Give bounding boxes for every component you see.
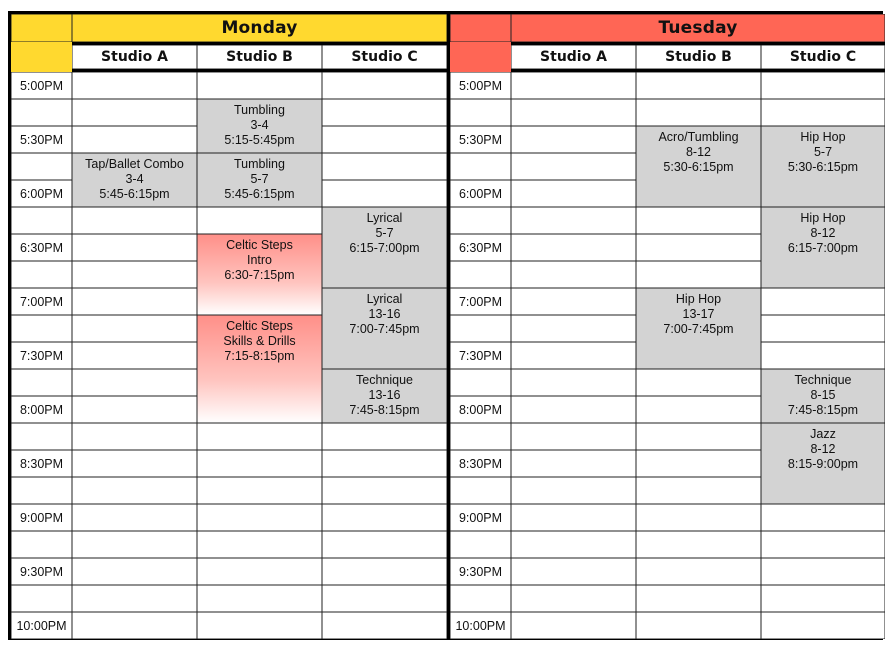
empty-slot [197, 477, 322, 504]
time-label: 6:00PM [19, 186, 64, 201]
time-slot-label [450, 504, 511, 531]
class-block[interactable] [322, 288, 447, 369]
empty-slot [322, 72, 447, 99]
class-ages: 5-7 [813, 145, 833, 159]
monday-title [72, 14, 447, 42]
empty-slot [72, 585, 197, 612]
tuesday-studio-c-header [761, 45, 885, 69]
time-slot-label [450, 126, 511, 153]
time-slot-label [450, 342, 511, 369]
empty-slot [197, 423, 322, 450]
class-time: 7:45-8:15pm [787, 403, 859, 417]
empty-slot [761, 99, 885, 126]
empty-slot [322, 423, 447, 450]
studio-label: Studio A [101, 49, 168, 65]
time-slot-label [11, 612, 72, 639]
time-label: 9:00PM [458, 510, 503, 525]
studio-label: Studio B [226, 49, 293, 65]
class-block[interactable] [197, 153, 322, 207]
empty-slot [511, 612, 636, 639]
empty-slot [511, 315, 636, 342]
time-slot-label [11, 288, 72, 315]
empty-slot [636, 369, 761, 396]
schedule-grid [11, 14, 880, 637]
time-slot-label [11, 585, 72, 612]
class-block[interactable] [197, 234, 322, 315]
class-time: 5:45-6:15pm [224, 187, 295, 201]
empty-slot [322, 531, 447, 558]
class-block[interactable] [636, 126, 761, 207]
studio-label: Studio C [789, 49, 857, 65]
time-label: 5:00PM [458, 78, 503, 93]
class-time: 5:15-5:45pm [224, 133, 295, 147]
empty-slot [322, 477, 447, 504]
tuesday-corner-lower [450, 42, 511, 72]
class-ages: 8-12 [685, 145, 712, 159]
day-title-label: Monday [221, 18, 298, 38]
class-ages: 3-4 [250, 118, 269, 132]
empty-slot [511, 477, 636, 504]
empty-slot [636, 612, 761, 639]
class-block[interactable] [197, 99, 322, 153]
empty-slot [322, 180, 447, 207]
class-block[interactable] [636, 288, 761, 369]
time-label: 8:00PM [458, 402, 503, 417]
time-slot-label [11, 180, 72, 207]
class-name: Technique [794, 373, 852, 387]
class-ages: 13-16 [368, 307, 401, 321]
empty-slot [511, 504, 636, 531]
empty-slot [197, 612, 322, 639]
time-slot-label [11, 531, 72, 558]
class-ages: 8-12 [810, 442, 836, 456]
empty-slot [511, 423, 636, 450]
class-time: 5:30-6:15pm [663, 160, 734, 174]
class-block[interactable] [322, 207, 447, 288]
time-slot-label [11, 450, 72, 477]
time-slot-label [450, 558, 511, 585]
class-ages: Intro [246, 253, 272, 267]
time-slot-label [450, 180, 511, 207]
class-time: 5:30-6:15pm [787, 160, 859, 174]
time-slot-label [11, 153, 72, 180]
empty-slot [636, 423, 761, 450]
empty-slot [72, 369, 197, 396]
empty-slot [511, 180, 636, 207]
time-slot-label [11, 207, 72, 234]
class-block[interactable] [322, 369, 447, 423]
class-name: Celtic Steps [226, 238, 293, 252]
empty-slot [72, 396, 197, 423]
empty-slot [511, 288, 636, 315]
class-block[interactable] [761, 126, 885, 207]
time-slot-label [11, 369, 72, 396]
time-label: 6:00PM [458, 186, 503, 201]
class-ages: 5-7 [375, 226, 394, 240]
time-slot-label [450, 72, 511, 99]
empty-slot [72, 288, 197, 315]
time-slot-label [450, 369, 511, 396]
time-slot-label [11, 342, 72, 369]
time-slot-label [11, 261, 72, 288]
class-name: Tumbling [234, 103, 285, 117]
empty-slot [636, 99, 761, 126]
monday-studio-a-header [72, 45, 197, 69]
class-ages: Skills & Drills [223, 334, 296, 348]
studio-label: Studio A [540, 49, 607, 65]
empty-slot [636, 558, 761, 585]
class-time: 6:30-7:15pm [224, 268, 295, 282]
class-name: Lyrical [366, 211, 403, 225]
empty-slot [322, 126, 447, 153]
time-label: 9:30PM [458, 564, 503, 579]
empty-slot [72, 99, 197, 126]
class-name: Technique [356, 373, 413, 387]
class-name: Lyrical [366, 292, 403, 306]
tuesday-title [511, 14, 885, 42]
class-time: 7:15-8:15pm [224, 349, 295, 363]
empty-slot [761, 72, 885, 99]
empty-slot [761, 315, 885, 342]
empty-slot [511, 558, 636, 585]
empty-slot [636, 504, 761, 531]
empty-slot [761, 558, 885, 585]
class-time: 7:45-8:15pm [349, 403, 420, 417]
time-label: 9:00PM [19, 510, 64, 525]
time-slot-label [450, 207, 511, 234]
empty-slot [72, 315, 197, 342]
time-slot-label [11, 396, 72, 423]
empty-slot [511, 234, 636, 261]
time-slot-label [450, 315, 511, 342]
empty-slot [511, 450, 636, 477]
empty-slot [636, 234, 761, 261]
time-slot-label [450, 423, 511, 450]
class-block[interactable] [761, 369, 885, 423]
empty-slot [72, 423, 197, 450]
empty-slot [636, 531, 761, 558]
time-slot-label [450, 153, 511, 180]
empty-slot [636, 72, 761, 99]
empty-slot [197, 531, 322, 558]
time-slot-label [11, 126, 72, 153]
time-label: 7:30PM [458, 348, 503, 363]
empty-slot [72, 450, 197, 477]
time-slot-label [11, 315, 72, 342]
class-name: Celtic Steps [226, 319, 293, 333]
time-label: 10:00PM [455, 618, 506, 633]
class-block[interactable] [72, 153, 197, 207]
empty-slot [322, 504, 447, 531]
class-time: 5:45-6:15pm [99, 187, 170, 201]
time-slot-label [450, 234, 511, 261]
empty-slot [197, 585, 322, 612]
empty-slot [761, 612, 885, 639]
time-label: 7:00PM [19, 294, 64, 309]
class-name: Acro/Tumbling [658, 130, 739, 144]
empty-slot [511, 531, 636, 558]
empty-slot [197, 450, 322, 477]
empty-slot [72, 72, 197, 99]
class-schedule [8, 11, 883, 640]
empty-slot [72, 558, 197, 585]
class-block[interactable] [761, 207, 885, 288]
empty-slot [72, 612, 197, 639]
empty-slot [511, 72, 636, 99]
time-label: 10:00PM [16, 618, 67, 633]
empty-slot [761, 531, 885, 558]
empty-slot [511, 585, 636, 612]
time-slot-label [450, 531, 511, 558]
time-slot-label [450, 450, 511, 477]
class-block[interactable] [197, 315, 322, 423]
empty-slot [636, 207, 761, 234]
time-label: 9:30PM [19, 564, 64, 579]
time-slot-label [450, 396, 511, 423]
time-slot-label [450, 261, 511, 288]
empty-slot [72, 207, 197, 234]
time-label: 7:30PM [19, 348, 64, 363]
class-name: Hip Hop [800, 211, 846, 225]
empty-slot [761, 585, 885, 612]
tuesday-studio-a-header [511, 45, 636, 69]
monday-corner-lower [11, 42, 72, 72]
empty-slot [72, 126, 197, 153]
empty-slot [72, 504, 197, 531]
empty-slot [322, 153, 447, 180]
class-name: Tap/Ballet Combo [85, 157, 184, 171]
monday-studio-c-header [322, 45, 447, 69]
empty-slot [72, 342, 197, 369]
class-ages: 13-17 [682, 307, 715, 321]
empty-slot [511, 342, 636, 369]
class-ages: 8-15 [810, 388, 836, 402]
empty-slot [636, 585, 761, 612]
class-ages: 3-4 [125, 172, 144, 186]
time-slot-label [450, 288, 511, 315]
empty-slot [197, 207, 322, 234]
day-divider [447, 14, 450, 639]
class-time: 6:15-7:00pm [349, 241, 420, 255]
tuesday-studio-b-header [636, 45, 761, 69]
time-slot-label [11, 477, 72, 504]
studio-label: Studio B [665, 49, 732, 65]
time-label: 5:30PM [458, 132, 503, 147]
empty-slot [511, 207, 636, 234]
class-name: Jazz [810, 427, 836, 441]
day-title-label: Tuesday [658, 18, 738, 38]
class-time: 7:00-7:45pm [663, 322, 734, 336]
time-label: 8:00PM [19, 402, 64, 417]
monday-corner [11, 14, 72, 42]
class-name: Tumbling [234, 157, 285, 171]
class-time: 6:15-7:00pm [787, 241, 859, 255]
tuesday-corner [450, 14, 511, 42]
empty-slot [322, 450, 447, 477]
time-label: 5:00PM [19, 78, 64, 93]
empty-slot [72, 531, 197, 558]
empty-slot [511, 153, 636, 180]
time-slot-label [11, 558, 72, 585]
time-slot-label [450, 612, 511, 639]
time-label: 8:30PM [19, 456, 64, 471]
empty-slot [197, 558, 322, 585]
time-slot-label [11, 99, 72, 126]
empty-slot [72, 261, 197, 288]
empty-slot [761, 288, 885, 315]
time-slot-label [11, 72, 72, 99]
empty-slot [72, 477, 197, 504]
empty-slot [72, 234, 197, 261]
time-slot-label [11, 423, 72, 450]
empty-slot [511, 99, 636, 126]
class-time: 8:15-9:00pm [787, 457, 859, 471]
empty-slot [511, 369, 636, 396]
time-slot-label [450, 477, 511, 504]
empty-slot [197, 504, 322, 531]
empty-slot [197, 72, 322, 99]
time-label: 6:30PM [458, 240, 503, 255]
class-ages: 5-7 [250, 172, 269, 186]
monday-studio-b-header [197, 45, 322, 69]
empty-slot [322, 99, 447, 126]
class-name: Hip Hop [675, 292, 722, 306]
empty-slot [636, 261, 761, 288]
empty-slot [511, 261, 636, 288]
time-slot-label [450, 99, 511, 126]
empty-slot [761, 504, 885, 531]
time-label: 8:30PM [458, 456, 503, 471]
empty-slot [322, 558, 447, 585]
empty-slot [322, 612, 447, 639]
time-label: 5:30PM [19, 132, 64, 147]
class-ages: 13-16 [368, 388, 401, 402]
class-ages: 8-12 [810, 226, 836, 240]
time-slot-label [11, 504, 72, 531]
empty-slot [636, 450, 761, 477]
class-block[interactable] [761, 423, 885, 504]
class-name: Hip Hop [800, 130, 846, 144]
class-time: 7:00-7:45pm [349, 322, 420, 336]
time-label: 7:00PM [458, 294, 503, 309]
studio-label: Studio C [351, 49, 418, 65]
empty-slot [322, 585, 447, 612]
empty-slot [636, 396, 761, 423]
time-slot-label [11, 234, 72, 261]
empty-slot [511, 126, 636, 153]
time-slot-label [450, 585, 511, 612]
empty-slot [761, 342, 885, 369]
empty-slot [636, 477, 761, 504]
time-label: 6:30PM [19, 240, 64, 255]
empty-slot [511, 396, 636, 423]
